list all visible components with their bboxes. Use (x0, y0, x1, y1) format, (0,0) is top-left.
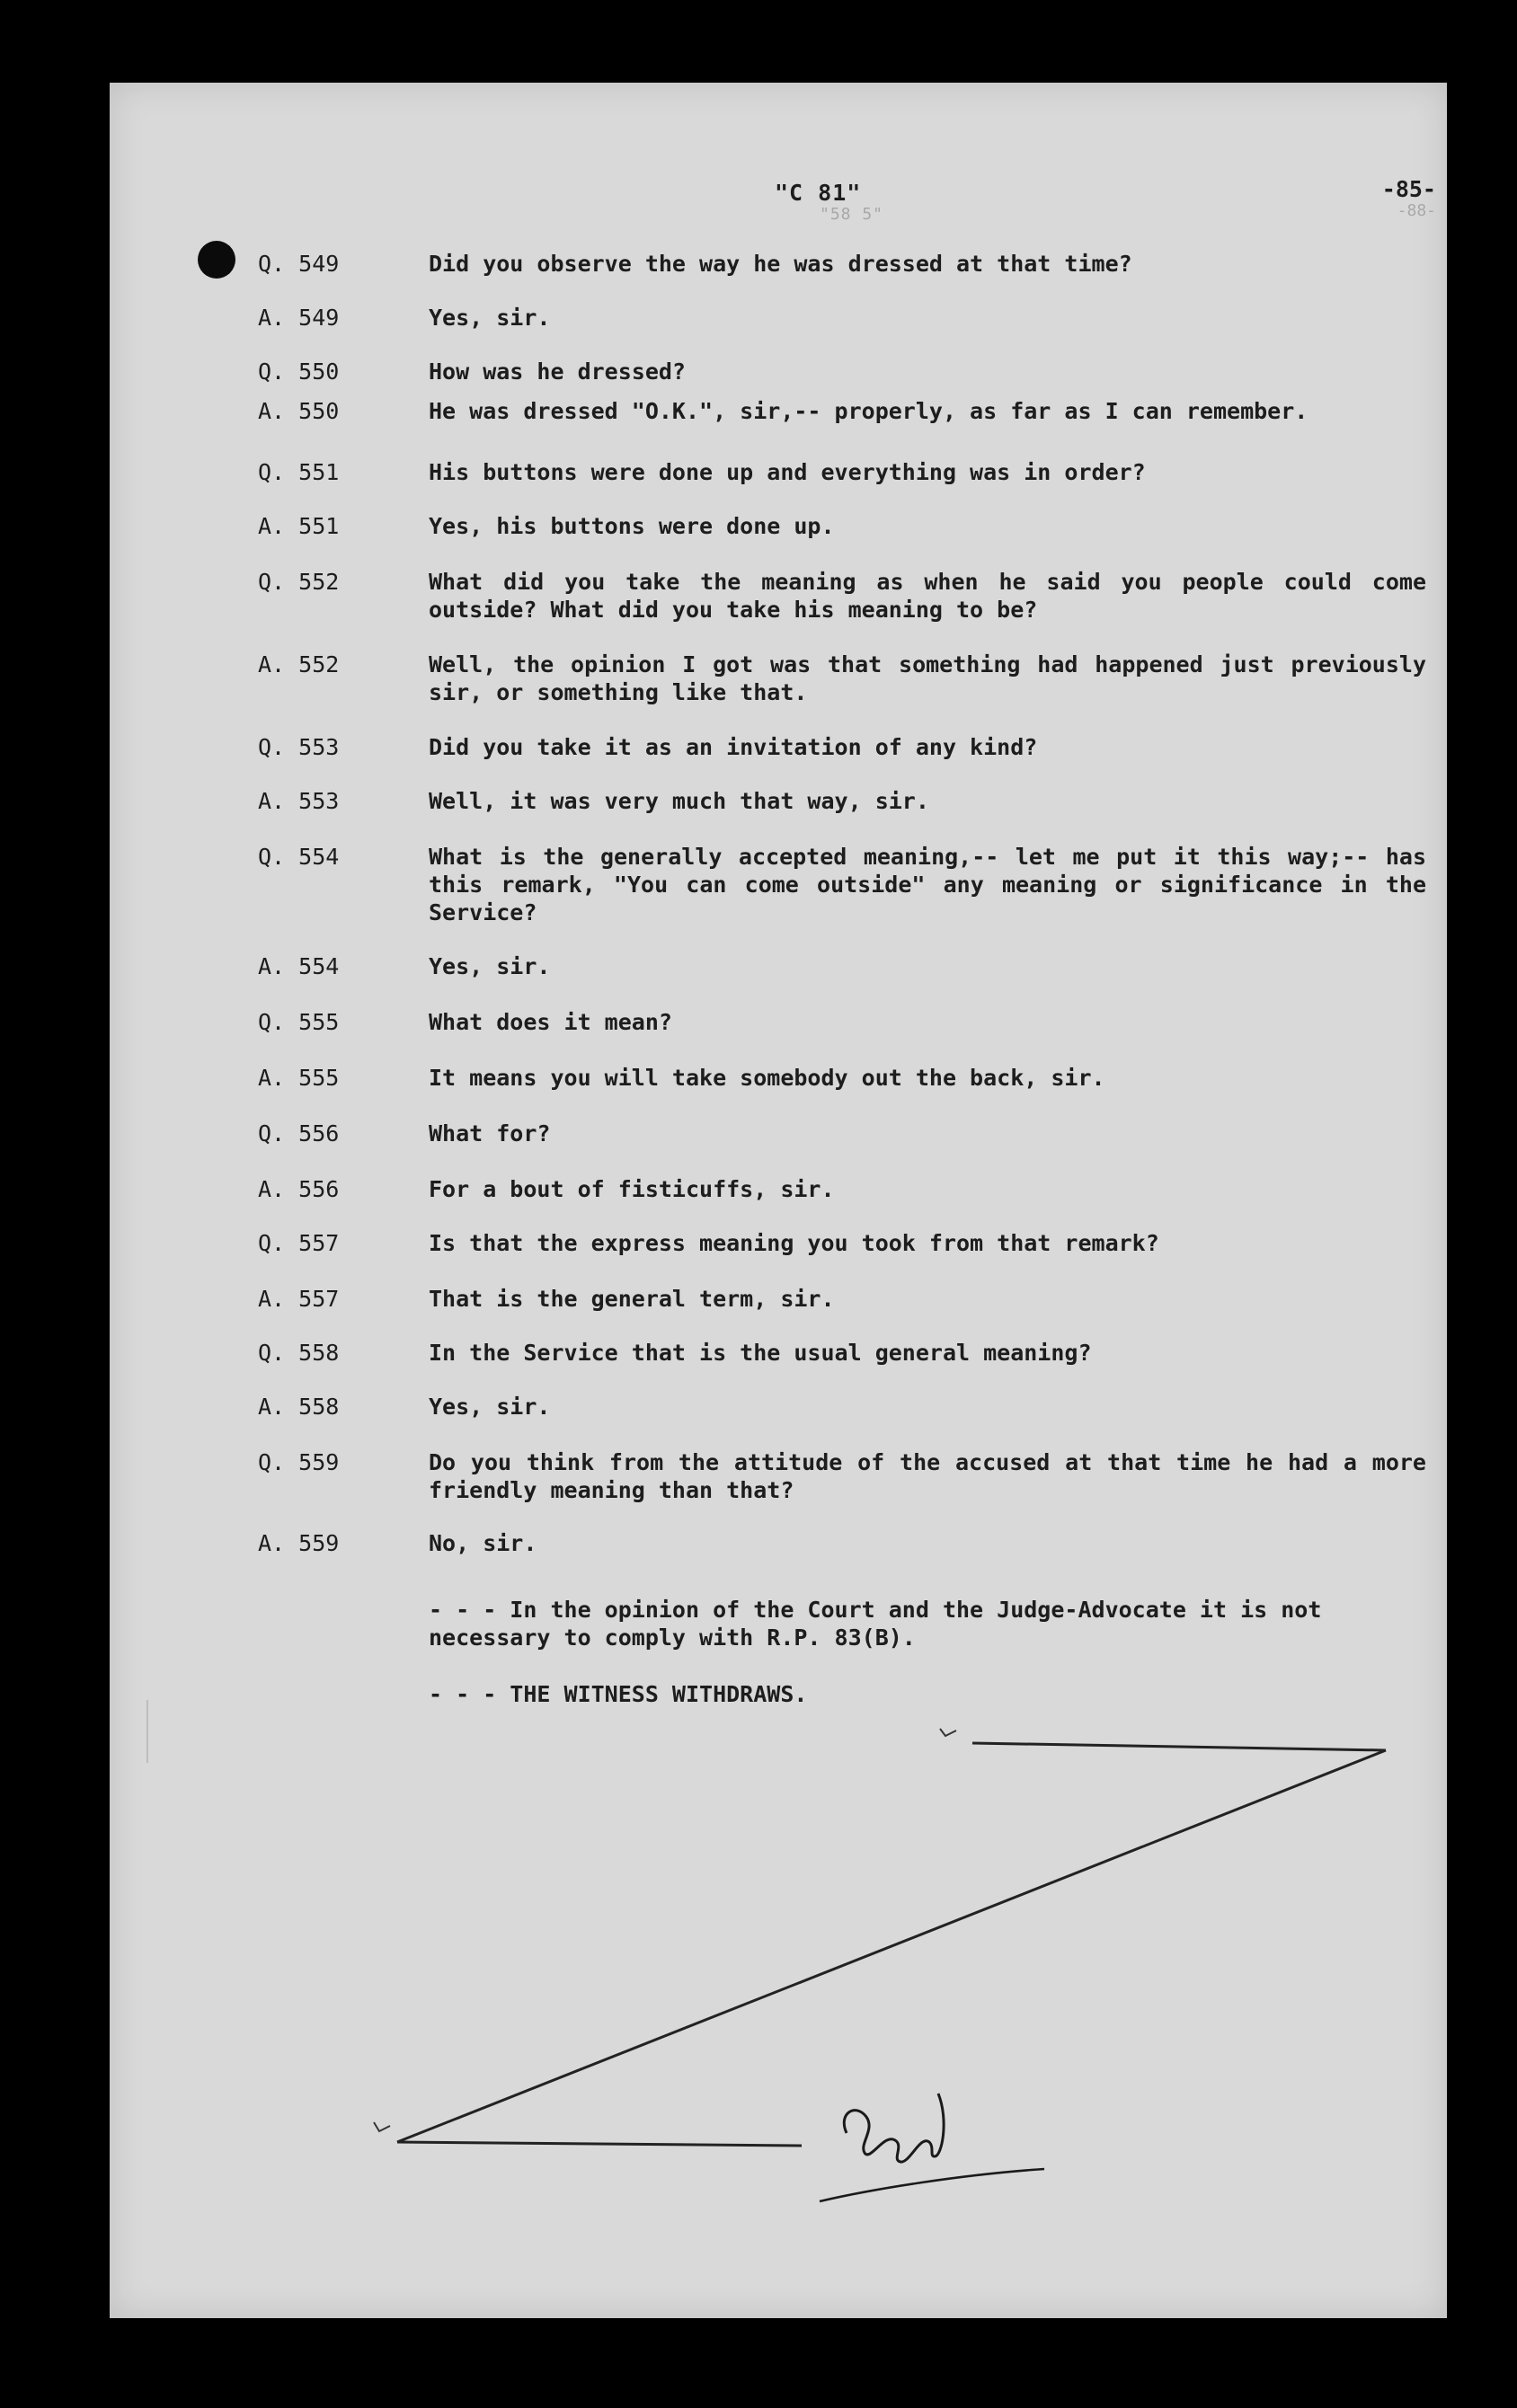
entry-text: Did you observe the way he was dressed at that time? (429, 251, 1132, 277)
entry-text: What for? (429, 1120, 551, 1146)
entry-text: Yes, his buttons were done up. (429, 513, 835, 539)
entry-label: A. 554 (258, 953, 340, 979)
entry-label: Q. 553 (258, 734, 340, 760)
entry-label: A. 558 (258, 1394, 340, 1420)
entry-text: Is that the express meaning you took from that remark? (429, 1230, 1159, 1256)
entry-text: What did you take the meaning as when he said you people could come outside? What did you take his meaning to be? (429, 569, 1426, 623)
entry-label: Q. 559 (258, 1449, 340, 1475)
entry-text: Yes, sir. (429, 305, 551, 331)
document-page (110, 83, 1447, 2318)
entry-label: Q. 556 (258, 1120, 340, 1146)
entry-label: Q. 558 (258, 1340, 340, 1366)
entry-text: Well, the opinion I got was that something had happened just previously sir, or something like that. (429, 651, 1426, 705)
entry-label: A. 552 (258, 651, 340, 677)
signature-scrawl (844, 2094, 944, 2162)
entry-text: He was dressed "O.K.", sir,-- properly, as far as I can remember. (429, 398, 1309, 424)
entry-label: Q. 552 (258, 569, 340, 595)
entry-text: What does it mean? (429, 1009, 672, 1035)
entry-label: A. 550 (258, 398, 340, 424)
entry-label: Q. 551 (258, 459, 340, 485)
entry-text: Did you take it as an invitation of any kind? (429, 734, 1038, 760)
entry-label: Q. 554 (258, 844, 340, 870)
entry-text: What is the generally accepted meaning,-- let me put it this way;-- has this remark, "You can come outside" any meaning or significance in the Service? (429, 844, 1426, 925)
page-number-ghost: -88- (1397, 201, 1436, 220)
entry-label: Q. 549 (258, 251, 340, 277)
entry-label: A. 556 (258, 1176, 340, 1202)
entry-text: It means you will take somebody out the back, sir. (429, 1065, 1105, 1091)
entry-text: Yes, sir. (429, 953, 551, 979)
entry-label: A. 555 (258, 1065, 340, 1091)
entry-text: Do you think from the attitude of the accused at that time he had a more friendly meaning than that? (429, 1449, 1426, 1503)
entry-label: Q. 555 (258, 1009, 340, 1035)
entry-label: A. 553 (258, 788, 340, 814)
entry-text: That is the general term, sir. (429, 1286, 835, 1312)
witness-withdraws-note: - - - THE WITNESS WITHDRAWS. (429, 1681, 808, 1707)
header-code-ghost: "58 5" (820, 205, 884, 224)
court-opinion-note: - - - In the opinion of the Court and the Judge-Advocate it is not necessary to comply with R.P. 83(B). (429, 1597, 1322, 1651)
entry-text: His buttons were done up and everything was in order? (429, 459, 1146, 485)
signature (110, 83, 1447, 2318)
entry-text: No, sir. (429, 1530, 537, 1556)
entry-label: Q. 550 (258, 359, 340, 385)
entry-label: A. 557 (258, 1286, 340, 1312)
entry-label: Q. 557 (258, 1230, 340, 1256)
entry-text: For a bout of fisticuffs, sir. (429, 1176, 835, 1202)
entry-text: Well, it was very much that way, sir. (429, 788, 929, 814)
entry-text: In the Service that is the usual general meaning? (429, 1340, 1092, 1366)
header-code: "C 81" (775, 180, 862, 206)
entry-label: A. 549 (258, 305, 340, 331)
entry-text: How was he dressed? (429, 359, 686, 385)
signature-underline (820, 2169, 1044, 2201)
entry-label: A. 551 (258, 513, 340, 539)
entry-label: A. 559 (258, 1530, 340, 1556)
entry-text: Yes, sir. (429, 1394, 551, 1420)
page-number: -85- (1381, 176, 1436, 202)
